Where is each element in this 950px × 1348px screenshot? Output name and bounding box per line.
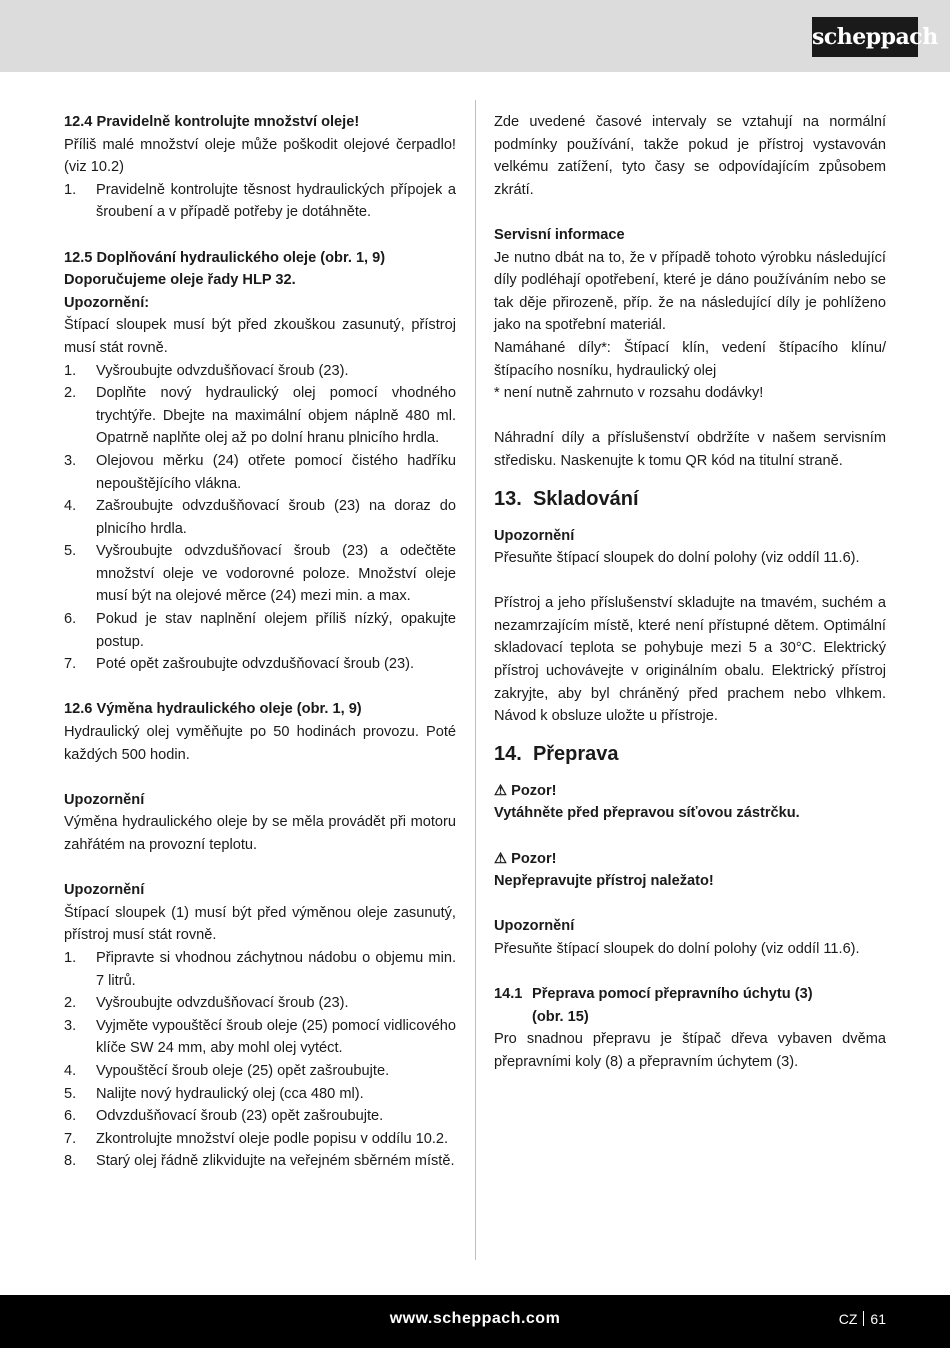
step-number: 6. (64, 611, 77, 628)
step-number: 7. (64, 1130, 77, 1147)
step-number: 5. (64, 543, 77, 560)
section-12-4-heading: 12.4 Pravidelně kontrolujte množství oleje! (64, 114, 360, 130)
list-item (64, 179, 456, 224)
section-12-6-steps (64, 947, 456, 1173)
step-number: 2. (64, 385, 77, 402)
note-text: Výměna hydraulického oleje by se měla provádět při motoru zahřátém na provozní teplotu. (64, 814, 456, 853)
list-item (64, 1105, 456, 1128)
list-item (64, 1150, 456, 1173)
page-number (839, 1311, 886, 1327)
warning-text: Vytáhněte před přepravou síťovou zástrčku. (494, 805, 800, 822)
step-text: Starý olej řádně zlikvidujte na veřejném sběrném místě. (96, 1153, 455, 1170)
section-13-heading (494, 484, 886, 514)
list-item (64, 450, 456, 495)
section-14-1-heading (494, 983, 886, 1028)
section-number: 13. (494, 487, 522, 510)
note-text: Přesuňte štípací sloupek do dolní polohy (viz oddíl 11.6). (494, 550, 860, 567)
list-item (64, 1060, 456, 1083)
section-14-1-text: Pro snadnou přepravu je štípač dřeva vybaven dvěma přepravními koly (8) a přepravním úchytem (3). (494, 1031, 886, 1070)
section-12-4-steps (64, 179, 456, 224)
list-item (64, 540, 456, 608)
section-12-5-heading: 12.5 Doplňování hydraulického oleje (obr. 1, 9) (64, 249, 386, 266)
left-column (64, 111, 456, 1173)
section-title: Skladování (532, 487, 639, 510)
note-label: Upozornění (64, 791, 145, 808)
list-item (64, 653, 456, 676)
warning-label-text: Pozor! (511, 782, 557, 799)
spare-parts-text: Náhradní díly a příslušenství obdržíte v našem servisním středisku. Naskenujte k tomu QR kód na titulní straně. (494, 430, 886, 469)
list-item (64, 1128, 456, 1151)
section-title: Přeprava (532, 742, 619, 765)
storage-text: Přístroj a jeho příslušenství skladujte na tmavém, suchém a nezamrzajícím místě, které není přístupné dětem. Optimální skladovací teplota se pohybuje mezi 5 a 30°C. Elektrický přístroj uchovávejte v originálním obalu. Elektrický přístroj zakryjte, aby byl chráněný před prachem nebo vlhkem. Návod k obsluze uložte u přístroje. (494, 595, 886, 725)
note-text: Štípací sloupek (1) musí být před výměnou oleje zasunutý, přístroj musí stát rovně. (64, 904, 456, 944)
step-text: Doplňte nový hydraulický olej pomocí vhodného trychtýře. Dbejte na maximální objem náplně 480 ml. Opatrně naplňte olej až po dolní hranu plnicího hrdla. (96, 385, 456, 447)
subsection-title-line: (obr. 15) (532, 1008, 589, 1025)
note-label: Upozornění (494, 918, 575, 935)
list-item (64, 1015, 456, 1060)
step-text: Vypouštěcí šroub oleje (25) opět zašroubujte. (96, 1062, 390, 1079)
step-text: Pokud je stav naplnění olejem příliš nízký, opakujte postup. (96, 611, 456, 650)
section-12-4-text: Příliš malé množství oleje může poškodit olejové čerpadlo! (viz 10.2) (64, 136, 456, 176)
section-12-5-steps (64, 360, 456, 676)
list-item (64, 608, 456, 653)
step-number: 3. (64, 1017, 77, 1034)
warning-label (494, 848, 886, 871)
step-text: Zašroubujte odvzdušňovací šroub (23) na doraz do plnicího hrdla. (96, 498, 456, 537)
note-text: Přesuňte štípací sloupek do dolní polohy (viz oddíl 11.6). (494, 941, 860, 957)
warning-text: Nepřepravujte přístroj naležato! (494, 873, 714, 890)
step-text: Poté opět zašroubujte odvzdušňovací šroub (23). (96, 656, 415, 673)
step-number: 7. (64, 656, 77, 673)
language-code: CZ (838, 1311, 858, 1327)
step-text: Pravidelně kontrolujte těsnost hydraulických přípojek a šroubení a v případě potřeby je dotáhněte. (96, 181, 456, 221)
note-label: Upozornění: (64, 294, 150, 311)
footer-bar (0, 1295, 950, 1348)
step-number: 6. (64, 1108, 77, 1125)
step-text: Zkontrolujte množství oleje podle popisu v oddílu 10.2. (96, 1130, 449, 1147)
note-text: Štípací sloupek musí být před zkouškou zasunutý, přístroj musí stát rovně. (64, 317, 456, 356)
step-text: Olejovou měrku (24) otřete pomocí čistého hadříku nepouštějícího vlákna. (96, 452, 456, 492)
subsection-title-line: Přeprava pomocí přepravního úchytu (3) (532, 986, 813, 1003)
column-divider (475, 100, 476, 1260)
brand-logo: scheppach (812, 17, 918, 57)
step-number: 4. (64, 498, 77, 515)
subsection-number: 14.1 (494, 986, 523, 1003)
header-bar (0, 0, 950, 72)
section-12-6-text: Hydraulický olej vyměňujte po 50 hodinách provozu. Poté každých 500 hodin. (64, 724, 456, 763)
note-label: Upozornění (494, 527, 575, 544)
section-14-heading (494, 739, 886, 769)
step-number: 5. (64, 1085, 77, 1102)
step-text: Vyšroubujte odvzdušňovací šroub (23). (96, 362, 349, 379)
page-number-value: 61 (870, 1311, 886, 1327)
list-item (64, 1083, 456, 1106)
step-text: Vyjměte vypouštěcí šroub oleje (25) pomocí vidlicového klíče SW 24 mm, aby mohl olej vytéct. (96, 1017, 456, 1057)
list-item (64, 382, 456, 450)
warning-label-text: Pozor! (511, 850, 557, 867)
list-item (64, 992, 456, 1015)
section-number: 14. (494, 742, 522, 765)
list-item (64, 495, 456, 540)
step-number: 1. (64, 362, 77, 379)
step-number: 4. (64, 1062, 77, 1079)
right-column (494, 111, 886, 1074)
step-text: Odvzdušňovací šroub (23) opět zašroubujte. (96, 1108, 384, 1125)
website-url: www.scheppach.com (389, 1310, 561, 1327)
step-text: Nalijte nový hydraulický olej (cca 480 ml). (96, 1085, 364, 1102)
note-label: Upozornění (64, 882, 145, 899)
intervals-intro: Zde uvedené časové intervaly se vztahují na normální podmínky používání, takže pokud je přístroj vystavován velkému zatížení, tyto časy se odpovídajícím způsobem zkrátí. (494, 114, 886, 198)
list-item (64, 360, 456, 383)
step-number: 8. (64, 1153, 77, 1170)
warning-triangle-icon: ⚠ (494, 850, 508, 867)
footnote: * není nutně zahrnuto v rozsahu dodávky! (494, 385, 764, 402)
step-number: 1. (64, 949, 77, 966)
list-item (64, 947, 456, 992)
step-text: Připravte si vhodnou záchytnou nádobu o objemu min. 7 litrů. (96, 949, 456, 989)
subsection-title (532, 983, 813, 1028)
warning-label (494, 780, 886, 803)
stressed-parts: Namáhané díly*: Štípací klín, vedení štípacího klínu/štípacího nosníku, hydraulický olej (494, 339, 886, 379)
step-number: 3. (64, 452, 77, 469)
service-info-heading: Servisní informace (494, 226, 625, 243)
service-info-text: Je nutno dbát na to, že v případě tohoto výrobku následující díly podléhají opotřebení, které je dáno používáním nebo se tak děje přirozeně, příp. že na následující díly je pohlíženo jako na spotřební materiál. (494, 249, 886, 334)
step-text: Vyšroubujte odvzdušňovací šroub (23) a odečtěte množství oleje ve vodorovné poloze. Množství oleje musí být na olejové měrce (24) mezi min. a max. (96, 543, 456, 605)
oil-recommendation: Doporučujeme oleje řady HLP 32. (64, 272, 296, 289)
step-number: 2. (64, 995, 77, 1012)
step-text: Vyšroubujte odvzdušňovací šroub (23). (96, 995, 349, 1012)
section-12-6-heading: 12.6 Výměna hydraulického oleje (obr. 1, 9) (64, 701, 362, 718)
step-number: 1. (64, 181, 77, 198)
warning-triangle-icon: ⚠ (494, 782, 508, 799)
